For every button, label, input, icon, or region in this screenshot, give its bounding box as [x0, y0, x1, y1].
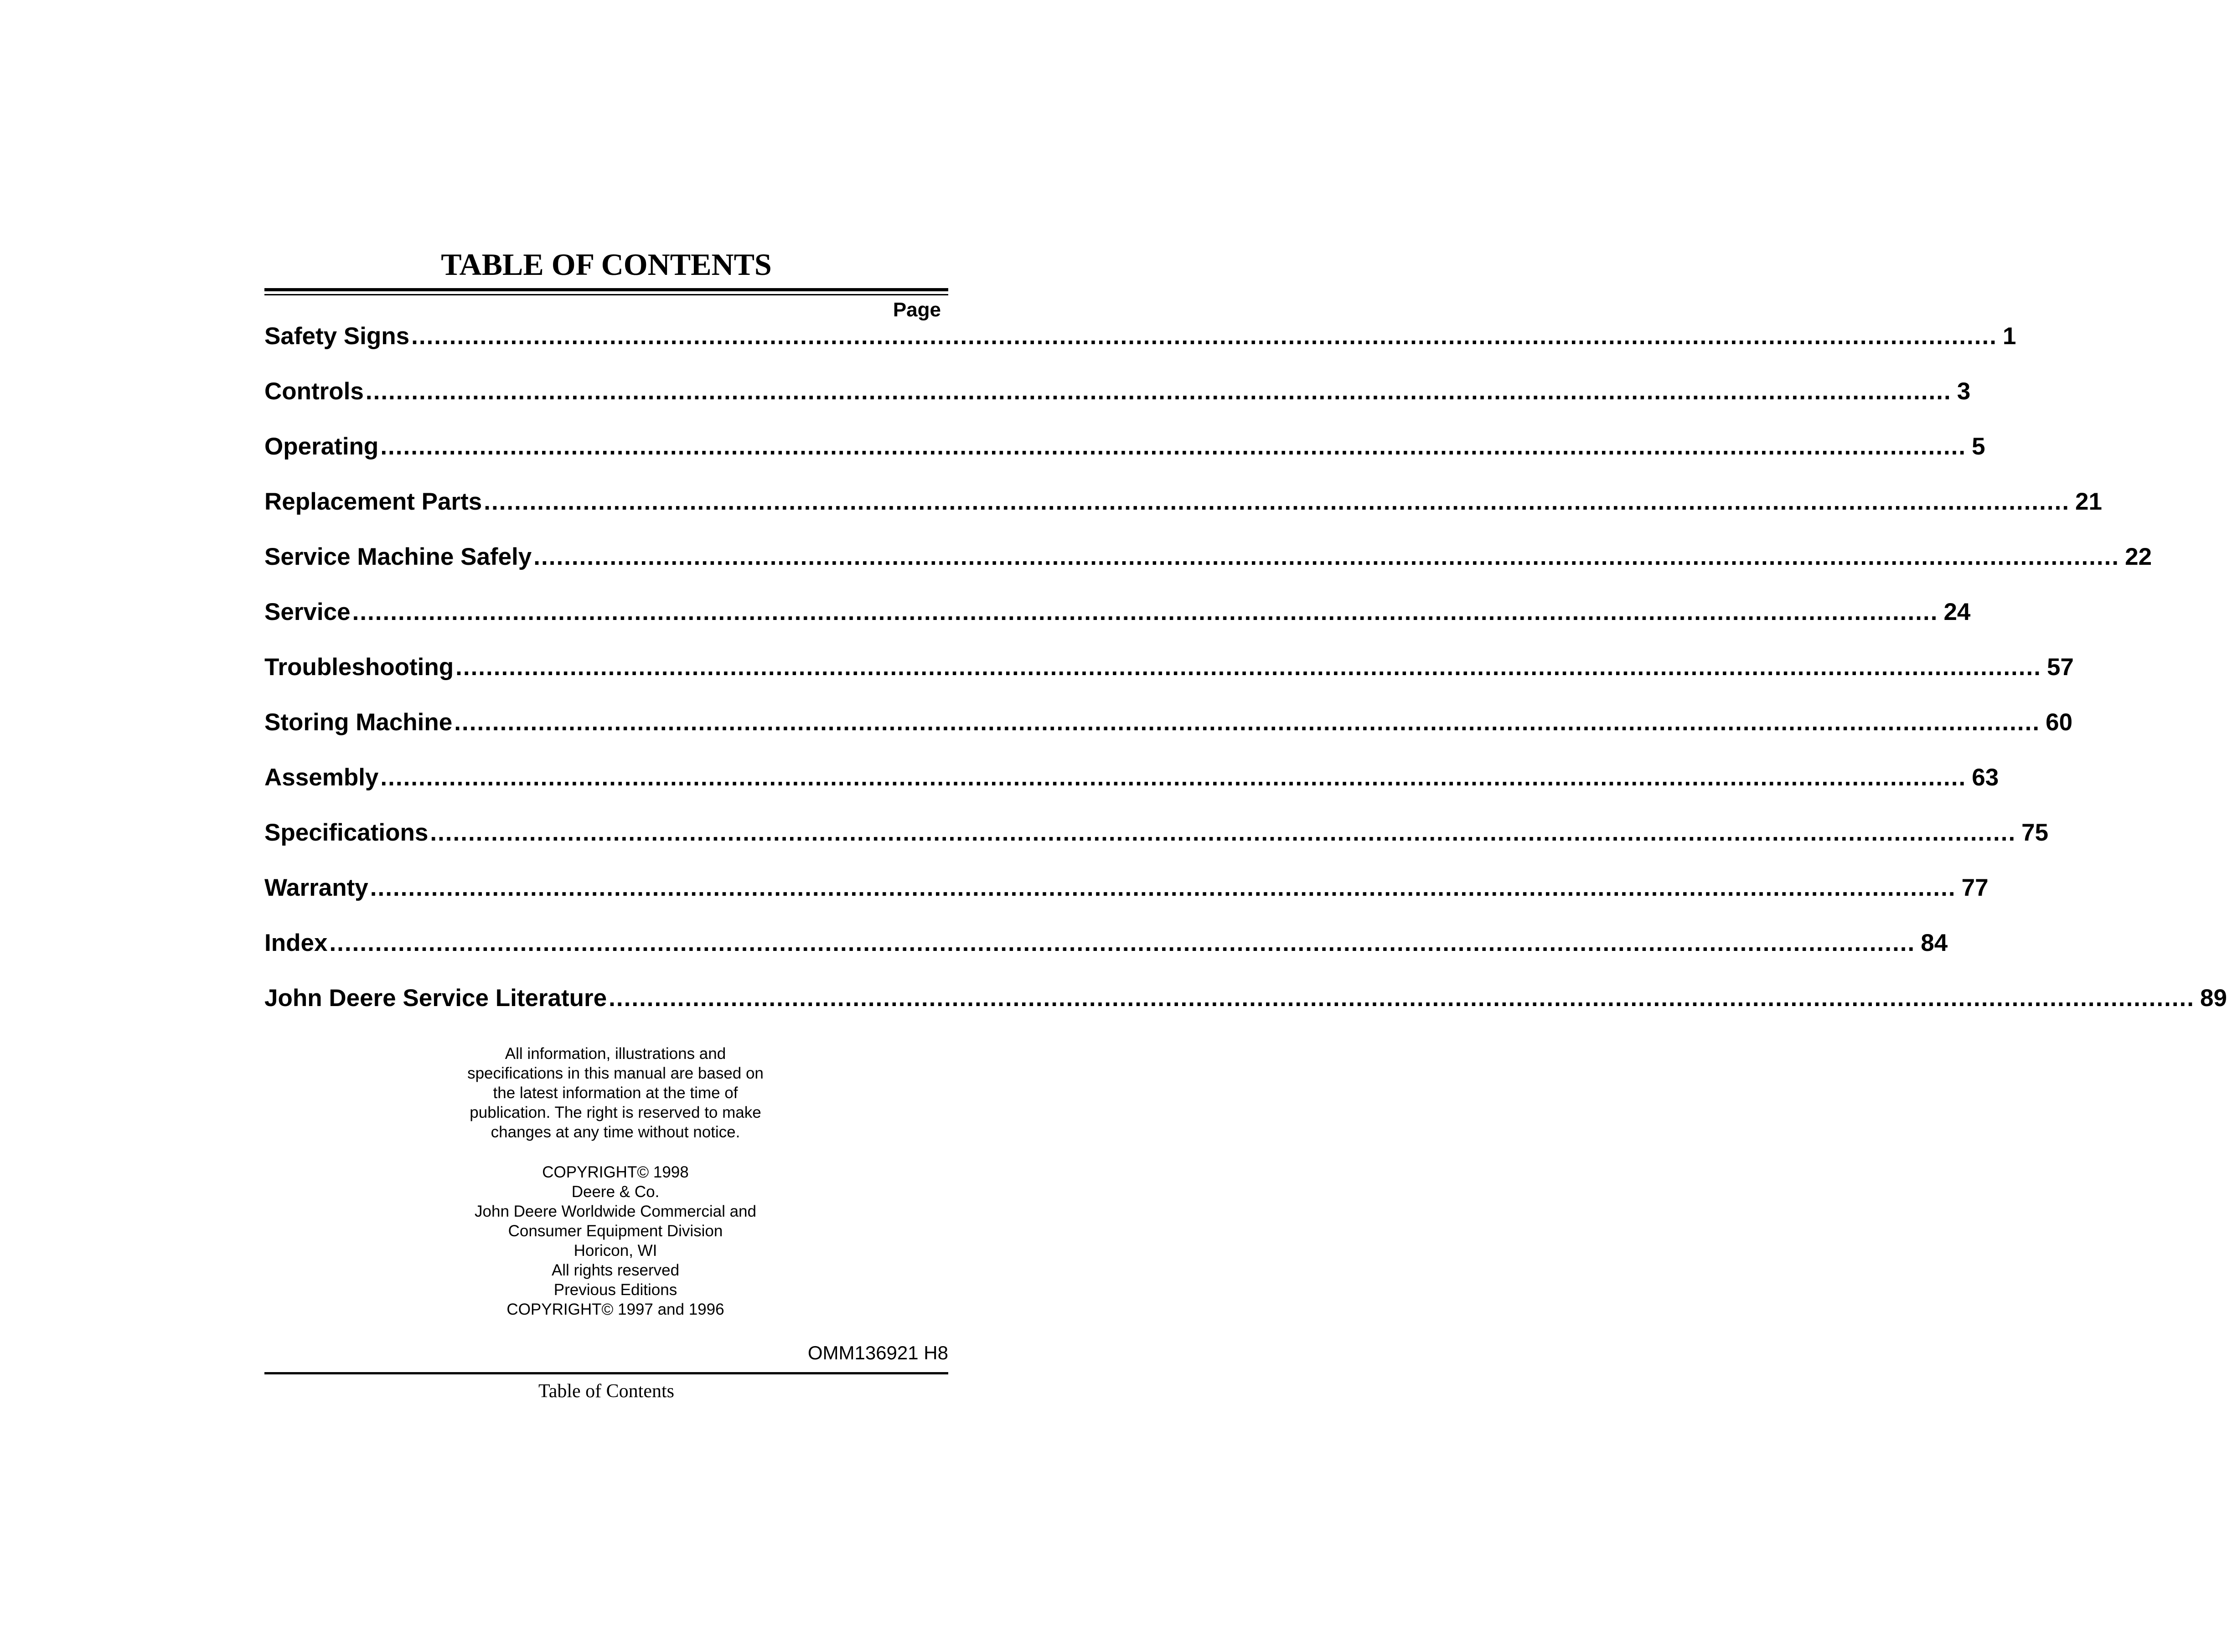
toc-entry-label: Index [264, 929, 328, 956]
toc-entry-controls[interactable] [264, 376, 1971, 408]
toc-entry-label: Assembly [264, 764, 379, 791]
toc-entry-page: 63 [1972, 764, 1999, 791]
toc-entry-label: John Deere Service Literature [264, 985, 607, 1012]
document-number: OMM136921 H8 [807, 1342, 948, 1363]
toc-entry-safety-signs[interactable] [264, 320, 2016, 352]
toc-entry-label: Safety Signs [264, 323, 410, 350]
toc-leader: ................................................................................................................................................................................................................ [370, 874, 1956, 901]
page-title: TABLE OF CONTENTS [441, 247, 772, 282]
notice-line: specifications in this manual are based on [467, 1064, 764, 1082]
toc-entry-specifications[interactable] [264, 817, 2049, 849]
toc-leader: ................................................................................................................................................................................................................ [380, 764, 1967, 791]
toc-entry-page: 60 [2046, 709, 2073, 736]
toc-entry-label: Troubleshooting [264, 654, 454, 681]
toc-entry-service[interactable] [264, 596, 1971, 628]
toc-leader: ................................................................................................................................................................................................................ [430, 819, 2016, 846]
toc-entry-page: 3 [1957, 378, 1971, 405]
copyright-line: COPYRIGHT© 1997 and 1996 [506, 1301, 724, 1318]
toc-entry-label: Specifications [264, 819, 429, 846]
toc-entry-warranty[interactable] [264, 872, 1989, 904]
toc-entry-assembly[interactable] [264, 762, 1999, 794]
toc-leader: ................................................................................................................................................................................................................ [609, 985, 2195, 1012]
toc-entry-page: 77 [1961, 874, 1989, 901]
notice-line: All information, illustrations and [505, 1045, 726, 1063]
notice-line: changes at any time without notice. [491, 1123, 740, 1141]
toc-entry-label: Replacement Parts [264, 488, 482, 515]
copyright-line: Horicon, WI [574, 1242, 657, 1260]
toc-entry-page: 21 [2075, 488, 2102, 515]
toc-entry-label: Warranty [264, 874, 368, 901]
toc-entry-service-literature[interactable] [264, 982, 2227, 1014]
toc-entry-label: Operating [264, 433, 379, 460]
copyright-line: COPYRIGHT© 1998 [542, 1163, 689, 1181]
toc-entry-page: 75 [2021, 819, 2049, 846]
toc-entry-operating[interactable] [264, 431, 1985, 463]
toc-entry-storing-machine[interactable] [264, 707, 2073, 738]
toc-entry-label: Controls [264, 378, 364, 405]
footer-label: Table of Contents [538, 1381, 674, 1402]
toc-entry-page: 57 [2046, 654, 2074, 681]
footer-rule [264, 1372, 948, 1374]
toc-entry-page: 84 [1921, 929, 1948, 956]
toc-entry-page: 5 [1972, 433, 1985, 460]
toc-leader: ................................................................................................................................................................................................................ [454, 709, 2041, 736]
toc-entry-label: Storing Machine [264, 709, 453, 736]
toc-entry-page: 89 [2200, 985, 2227, 1012]
disclaimer-notice [438, 1044, 793, 1142]
toc-entry-troubleshooting[interactable] [264, 651, 2074, 683]
toc-entry-index[interactable] [264, 927, 1948, 959]
copyright-line: John Deere Worldwide Commercial and [475, 1203, 756, 1220]
toc-entry-label: Service Machine Safely [264, 543, 532, 570]
toc-entry-replacement-parts[interactable] [264, 486, 2102, 518]
toc-entry-page: 1 [2002, 323, 2016, 350]
notice-line: the latest information at the time of [493, 1084, 738, 1102]
toc-leader: ................................................................................................................................................................................................................ [484, 488, 2070, 515]
copyright-line: Previous Editions [553, 1281, 677, 1299]
copyright-block [438, 1162, 793, 1319]
toc-leader: ................................................................................................................................................................................................................ [352, 599, 1938, 625]
toc-entry-service-machine-safely[interactable] [264, 541, 2152, 573]
toc-leader: ................................................................................................................................................................................................................ [411, 323, 1997, 350]
copyright-line: Consumer Equipment Division [508, 1222, 723, 1240]
toc-leader: ................................................................................................................................................................................................................ [380, 433, 1967, 460]
toc-leader: ................................................................................................................................................................................................................ [455, 654, 2041, 681]
page-column-heading: Page [893, 299, 941, 321]
notice-line: publication. The right is reserved to make [470, 1104, 761, 1121]
toc-leader: ................................................................................................................................................................................................................ [365, 378, 1952, 405]
toc-entry-page: 22 [2125, 543, 2152, 570]
copyright-line: All rights reserved [551, 1261, 680, 1279]
copyright-line: Deere & Co. [571, 1183, 660, 1201]
toc-entry-label: Service [264, 599, 351, 625]
toc-leader: ................................................................................................................................................................................................................ [533, 543, 2120, 570]
toc-leader: ................................................................................................................................................................................................................ [329, 929, 1916, 956]
toc-entry-page: 24 [1943, 599, 1971, 625]
